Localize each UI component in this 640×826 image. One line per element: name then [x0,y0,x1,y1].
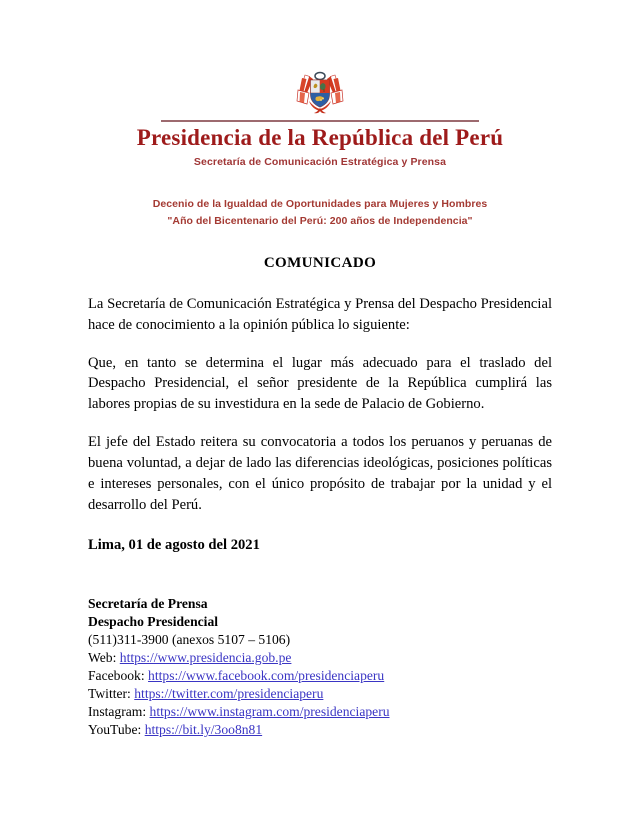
contact-youtube-row [88,721,552,739]
dateline: Lima, 01 de agosto del 2021 [88,536,260,553]
paragraph-3: El jefe del Estado reitera su convocatoria a todos los peruanos y peruanas de buena voluntad, a dejar de lado las diferencias ideológicas, posiciones políticas e intereses personales, con el único propósito de trabajar por la unidad y el desarrollo del Perú. [88,434,552,513]
contact-youtube-link[interactable]: https://bit.ly/3oo8n81 [144,722,263,738]
contact-facebook-row [88,667,552,685]
document-body [88,229,552,739]
contact-department: Despacho Presidencial [88,613,219,629]
contact-instagram-row [88,703,552,721]
letterhead-divider [161,120,479,122]
organization-subtitle: Secretaría de Comunicación Estratégica y Prensa [193,156,447,169]
contact-twitter-link[interactable]: https://twitter.com/presidenciaperu [134,685,324,701]
slogan-line-2: "Año del Bicentenario del Perú: 200 años de Independencia" [167,214,473,227]
organization-title: Presidencia de la República del Perú [136,125,504,150]
peru-coat-of-arms-icon [294,68,346,118]
contact-facebook-link[interactable]: https://www.facebook.com/presidenciaperu [148,667,385,683]
contact-web-row [88,649,552,667]
contact-twitter-label: Twitter: [88,685,131,701]
contact-office: Secretaría de Prensa [88,595,208,611]
contact-web-label: Web: [88,649,117,665]
letterhead [0,0,640,229]
contact-instagram-label: Instagram: [88,704,147,720]
contact-web-link[interactable]: https://www.presidencia.gob.pe [119,649,292,665]
contact-twitter-row [88,685,552,703]
contact-facebook-label: Facebook: [88,667,145,683]
slogan-block [0,196,640,229]
contact-block [88,595,552,740]
contact-youtube-label: YouTube: [88,722,142,738]
paragraph-1: La Secretaría de Comunicación Estratégica y Prensa del Despacho Presidencial hace de conocimiento a la opinión pública lo siguiente: [88,295,552,333]
slogan-line-1: Decenio de la Igualdad de Oportunidades para Mujeres y Hombres [152,198,488,211]
document-heading: COMUNICADO [263,254,377,271]
contact-instagram-link[interactable]: https://www.instagram.com/presidenciaperu [149,704,390,720]
paragraph-2: Que, en tanto se determina el lugar más adecuado para el traslado del Despacho Presidencial, el señor presidente de la República cumplirá las labores propias de su investidura en la sede de Palacio de Gobierno. [88,354,552,413]
contact-phone: (511)311-3900 (anexos 5107 – 5106) [88,631,291,647]
